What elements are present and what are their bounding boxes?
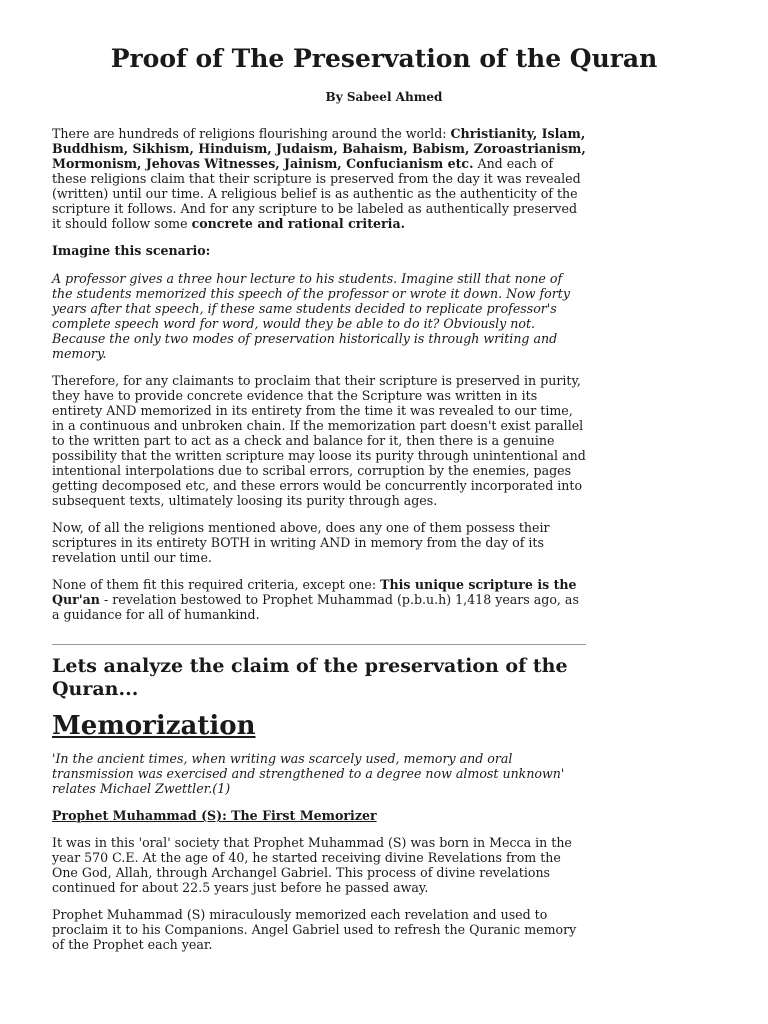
intro-middle: And each of these religions claim that their scripture is preserved from the day it was revealed (written) until our time. A religious belief is as authentic as the authenticity of the scripture it follows. And for any scripture to be labeled as authentically preserved it should follow some [52,156,581,231]
none-bold: This unique scripture is the Qur'an [52,577,577,607]
intro-criteria: concrete and rational criteria. [191,216,405,231]
section-divider [52,644,586,645]
intro-lead: There are hundreds of religions flourishing around the world: [52,126,451,141]
intro-paragraph [52,126,586,231]
none-lead: None of them fit this required criteria, except one: [52,577,381,592]
first-memorizer-heading: Prophet Muhammad (S): The First Memorizer [52,808,377,823]
miracle-paragraph: Prophet Muhammad (S) miraculously memorized each revelation and used to proclaim it to his Companions. Angel Gabriel used to refresh the Quranic memory of the Prophet each year. [52,907,577,952]
quote-paragraph: 'In the ancient times, when writing was scarcely used, memory and oral transmission was exercised and strengthened to a degree now almost unknown' relates Michael Zwettler.(1) [52,751,565,796]
none-paragraph [52,577,586,622]
now-paragraph: Now, of all the religions mentioned above, does any one of them possess their scriptures in its entirety BOTH in writing AND in memory from the day of its revelation until our time. [52,520,550,565]
scenario-paragraph: A professor gives a three hour lecture to his students. Imagine still that none of the students memorized this speech of the professor or wrote it down. Now forty years after that speech, if these same students decided to replicate professor's complete speech word for word, would they be able to do it? Obviously not. Because the only two modes of preservation historically is through writing and memory. [52,271,570,361]
therefore-paragraph: Therefore, for any claimants to proclaim that their scripture is preserved in purity, they have to provide concrete evidence that the Scripture was written in its entirety AND memorized in its entirety from the time it was revealed to our time, in a continuous and unbroken chain. If the memorization part doesn't exist parallel to the written part to act as a check and balance for it, then there is a genuine possibility that the written scripture may loose its purity through unintentional and intentional interpolations due to scribal errors, corruption by the enemies, pages getting decomposed etc, and these errors would be concurrently incorporated into subsequent texts, ultimately loosing its purity through ages. [52,373,586,508]
page-title: Proof of The Preservation of the Quran [110,44,658,73]
title-wrap [52,40,716,80]
scenario-heading: Imagine this scenario: [52,243,211,258]
article-body [52,126,586,964]
byline: By Sabeel Ahmed [325,90,443,104]
analyze-heading: Lets analyze the claim of the preservation of the Quran... [52,655,568,700]
none-tail: - revelation bestowed to Prophet Muhammad (p.b.u.h) 1,418 years ago, as a guidance for all of humankind. [52,592,579,622]
memorization-heading: Memorization [52,711,256,741]
oral-society-paragraph: It was in this 'oral' society that Prophet Muhammad (S) was born in Mecca in the year 570 C.E. At the age of 40, he started receiving divine Revelations from the One God, Allah, through Archangel Gabriel. This process of divine revelations continued for about 22.5 years just before he passed away. [52,835,572,895]
intro-religions: Christianity, Islam, Buddhism, Sikhism, Hinduism, Judaism, Bahaism, Babism, Zoroastrianism, Mormonism, Jehovas Witnesses, Jainism, Confucianism etc. [52,126,586,171]
